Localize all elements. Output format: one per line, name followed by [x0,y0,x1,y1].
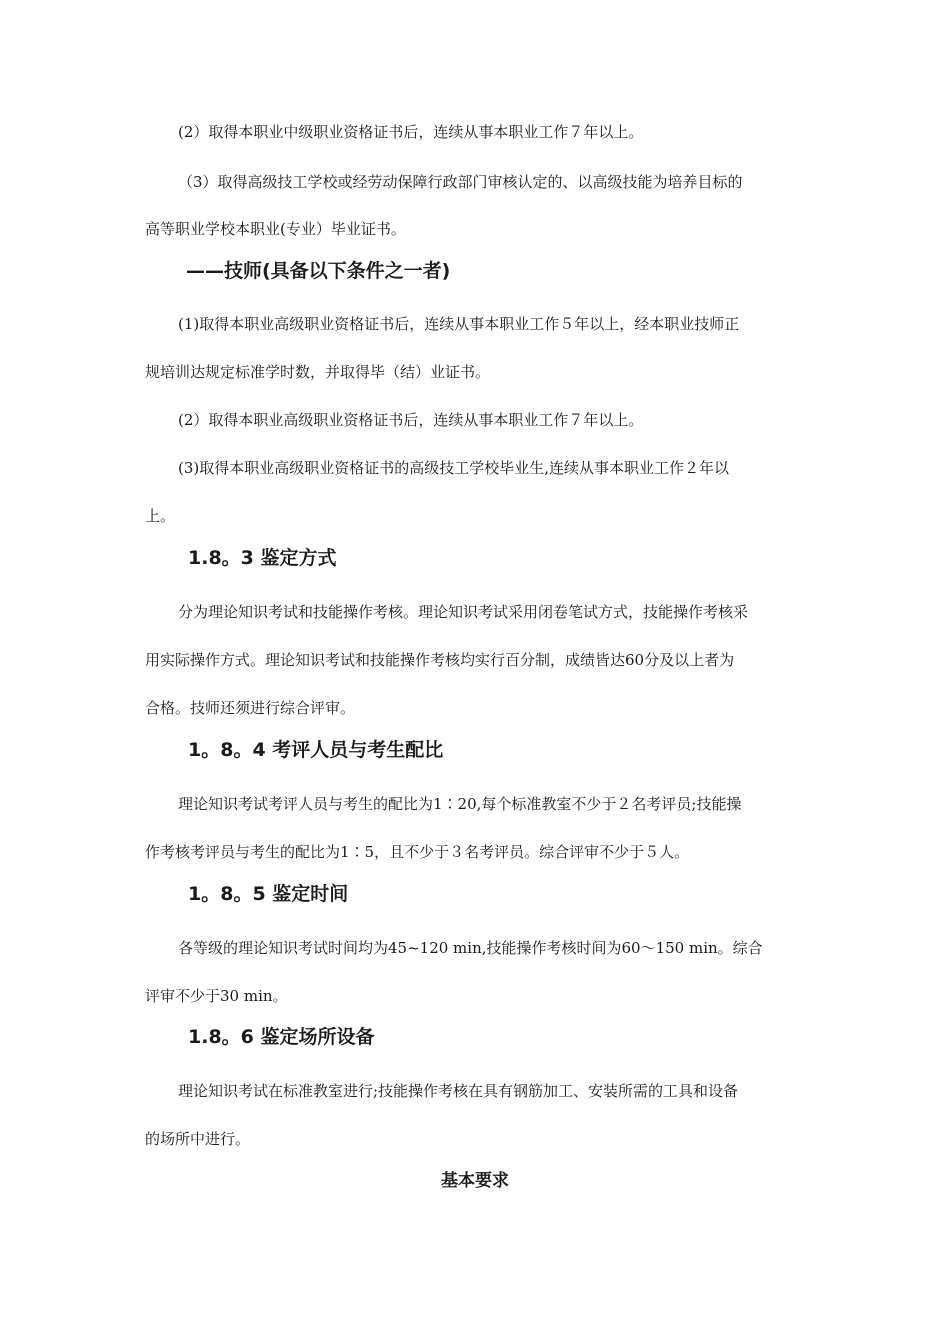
paragraph-line: 规培训达规定标准学时数，并取得毕（结）业证书。 [145,363,491,381]
paragraph-line: (2）取得本职业中级职业资格证书后，连续从事本职业工作７年以上。 [178,123,644,141]
section-heading-basic-requirements: 基本要求 [441,1171,509,1191]
section-heading-1-8-3: 1.8。3 鉴定方式 [188,547,337,569]
paragraph-line: (1)取得本职业高级职业资格证书后，连续从事本职业工作５年以上，经本职业技师正 [178,315,740,333]
paragraph-line: （3）取得高级技工学校或经劳动保障行政部门审核认定的、以高级技能为培养目标的 [178,173,743,191]
section-heading-1-8-4: 1。8。4 考评人员与考生配比 [188,739,444,761]
section-heading-1-8-6: 1.8。6 鉴定场所设备 [188,1026,375,1048]
paragraph-line: 上。 [145,507,176,525]
paragraph-line: 的场所中进行。 [145,1130,251,1148]
paragraph-line: 理论知识考试在标准教室进行;技能操作考核在具有钢筋加工、安装所需的工具和设备 [178,1082,739,1100]
paragraph-line: 评审不少于30 min。 [145,987,288,1005]
paragraph-line: 分为理论知识考试和技能操作考核。理论知识考试采用闭卷笔试方式，技能操作考核采 [178,603,749,621]
section-heading-1-8-5: 1。8。5 鉴定时间 [188,883,349,905]
paragraph-line: 各等级的理论知识考试时间均为45~120 min,技能操作考核时间为60～150 min。综合 [178,939,763,957]
paragraph-line: (3)取得本职业高级职业资格证书的高级技工学校毕业生,连续从事本职业工作２年以 [178,459,730,477]
paragraph-line: 用实际操作方式。理论知识考试和技能操作考核均实行百分制，成绩皆达60分及以上者为 [145,651,735,669]
paragraph-line: 合格。技师还须进行综合评审。 [145,699,356,717]
section-heading-technician: ——技师(具备以下条件之一者) [186,260,451,282]
paragraph-line: 理论知识考试考评人员与考生的配比为1∶20,每个标准教室不少于２名考评员;技能操 [178,795,742,813]
paragraph-line: 作考核考评员与考生的配比为1∶5，且不少于３名考评员。综合评审不少于５人。 [145,843,690,861]
paragraph-line: 高等职业学校本职业(专业）毕业证书。 [145,220,406,238]
paragraph-line: (2）取得本职业高级职业资格证书后，连续从事本职业工作７年以上。 [178,411,644,429]
